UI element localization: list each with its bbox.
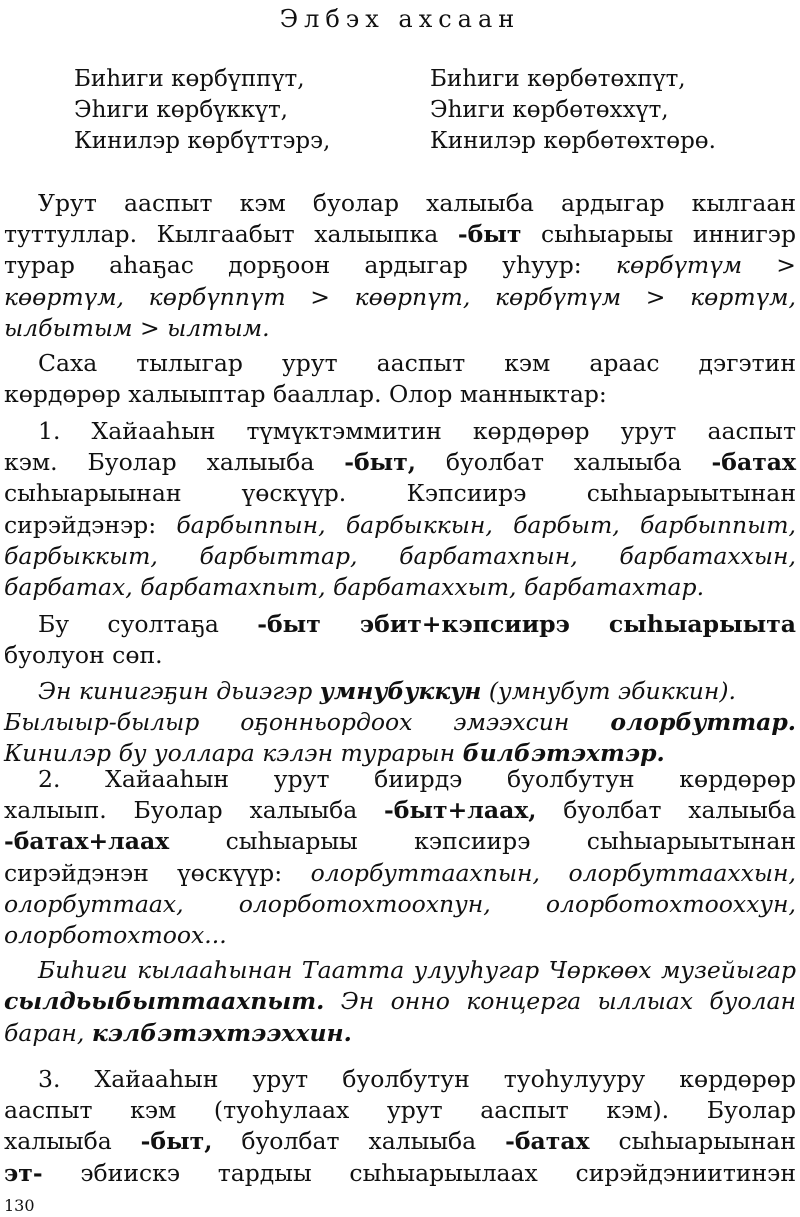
text-line: буолуон сөп. bbox=[4, 641, 163, 670]
paradigm-line: Кинилэр көрбүттэрэ, bbox=[74, 128, 331, 154]
example-line: Кинилэр бу уоллара кэлэн турарын билбэтэхтэр. bbox=[4, 739, 665, 768]
page-number: 130 bbox=[4, 1196, 35, 1215]
example-line: Былыыр-былыр оҕонньордоох эмээхсин олорбуттар. bbox=[4, 707, 796, 736]
text-line: Бу суолтаҕа -быт эбит+кэпсиирэ сыһыарыыта bbox=[38, 610, 796, 639]
text-line: эт- эбиискэ тардыы сыһыарыылаах сирэйдэниитинэн bbox=[4, 1158, 796, 1187]
text-line: барбыккыт, барбыттар, барбатахпын, барбатаххын, bbox=[4, 541, 796, 570]
text-line: сирэйдэнэр: барбыппын, барбыккын, барбыт, барбыппыт, bbox=[4, 510, 796, 539]
text-line: Саха тылыгар урут ааспыт кэм араас дэгэтин bbox=[38, 349, 796, 377]
text-line: көөртүм, көрбүппүт > көөрпүт, көрбүтүм > көртүм, bbox=[4, 282, 797, 311]
text-line: -батах+лаах сыһыарыы кэпсиирэ сыһыарыытынан bbox=[4, 827, 796, 856]
example-line: Эн кинигэҕин дьиэгэр умнубуккун (умнубут эбиккин). bbox=[38, 676, 736, 705]
text-line: кэм. Буолар халыыба -быт, буолбат халыыба -батах bbox=[4, 448, 796, 477]
section-3 bbox=[4, 1064, 796, 1189]
text-line: турар аһаҕас дорҕоон ардыгар уһуур: көрбүтүм > bbox=[4, 251, 796, 280]
section-1 bbox=[4, 416, 796, 769]
section-title: Элбэх ахсаан bbox=[279, 5, 521, 33]
text-line: 3. Хайааһын урут буолбутун туоһулууру көрдөрөр bbox=[38, 1065, 796, 1093]
text-line: 2. Хайааһын урут биирдэ буолбутун көрдөрөр bbox=[38, 765, 796, 793]
paragraph-intro bbox=[4, 348, 796, 410]
text-line: барбатах, барбатахпыт, барбатаххыт, барбатахтар. bbox=[4, 573, 705, 602]
text-line: халыыба -быт, буолбат халыыба -батах сыһыарыынан bbox=[4, 1127, 796, 1156]
text-line: халыып. Буолар халыыба -быт+лаах, буолбат халыыба bbox=[4, 796, 796, 825]
example-line: Биһиги кылааһынан Таатта улууһугар Чөркөөх музейыгар bbox=[38, 956, 796, 985]
paradigm-line: Эһиги көрбүккүт, bbox=[74, 97, 288, 123]
paragraph-shortening bbox=[4, 188, 796, 344]
paradigm-line: Биһиги көрбүппүт, bbox=[74, 66, 305, 92]
text-line: ылбытым > ылтым. bbox=[4, 313, 270, 342]
paradigm-negative-column bbox=[430, 64, 716, 157]
paradigm-line: Биһиги көрбөтөхпүт, bbox=[430, 66, 686, 92]
text-line: сирэйдэнэн үөскүүр: олорбуттаахпын, олорбуттааххын, bbox=[4, 858, 796, 887]
text-line: олорботохтоох... bbox=[4, 921, 227, 950]
section-2 bbox=[4, 764, 796, 1049]
text-line: сыһыарыынан үөскүүр. Кэпсиирэ сыһыарыытынан bbox=[4, 479, 796, 508]
text-line: ааспыт кэм (туоһулаах урут ааспыт кэм). Буолар bbox=[4, 1096, 796, 1125]
paradigm-affirmative-column bbox=[74, 64, 330, 157]
paradigm-line: Кинилэр көрбөтөхтөрө. bbox=[430, 128, 716, 154]
text-line: олорбуттаах, олорботохтоохпун, олорботохтооххун, bbox=[4, 889, 796, 918]
text-line: туттуллар. Кылгаабыт халыыпка -быт сыһыарыы иннигэр bbox=[4, 220, 796, 249]
example-line: баран, кэлбэтэхтээххин. bbox=[4, 1018, 352, 1047]
example-line: сылдьыбыттаахпыт. Эн онно концерга ыллыах буолан bbox=[4, 987, 796, 1016]
text-line: Урут ааспыт кэм буолар халыыба ардыгар кылгаан bbox=[38, 189, 796, 217]
text-line: көрдөрөр халыыптар бааллар. Олор манныктар: bbox=[4, 380, 607, 409]
text-line: 1. Хайааһын түмүктэммитин көрдөрөр урут ааспыт bbox=[38, 417, 796, 445]
paradigm-line: Эһиги көрбөтөххүт, bbox=[430, 97, 669, 123]
